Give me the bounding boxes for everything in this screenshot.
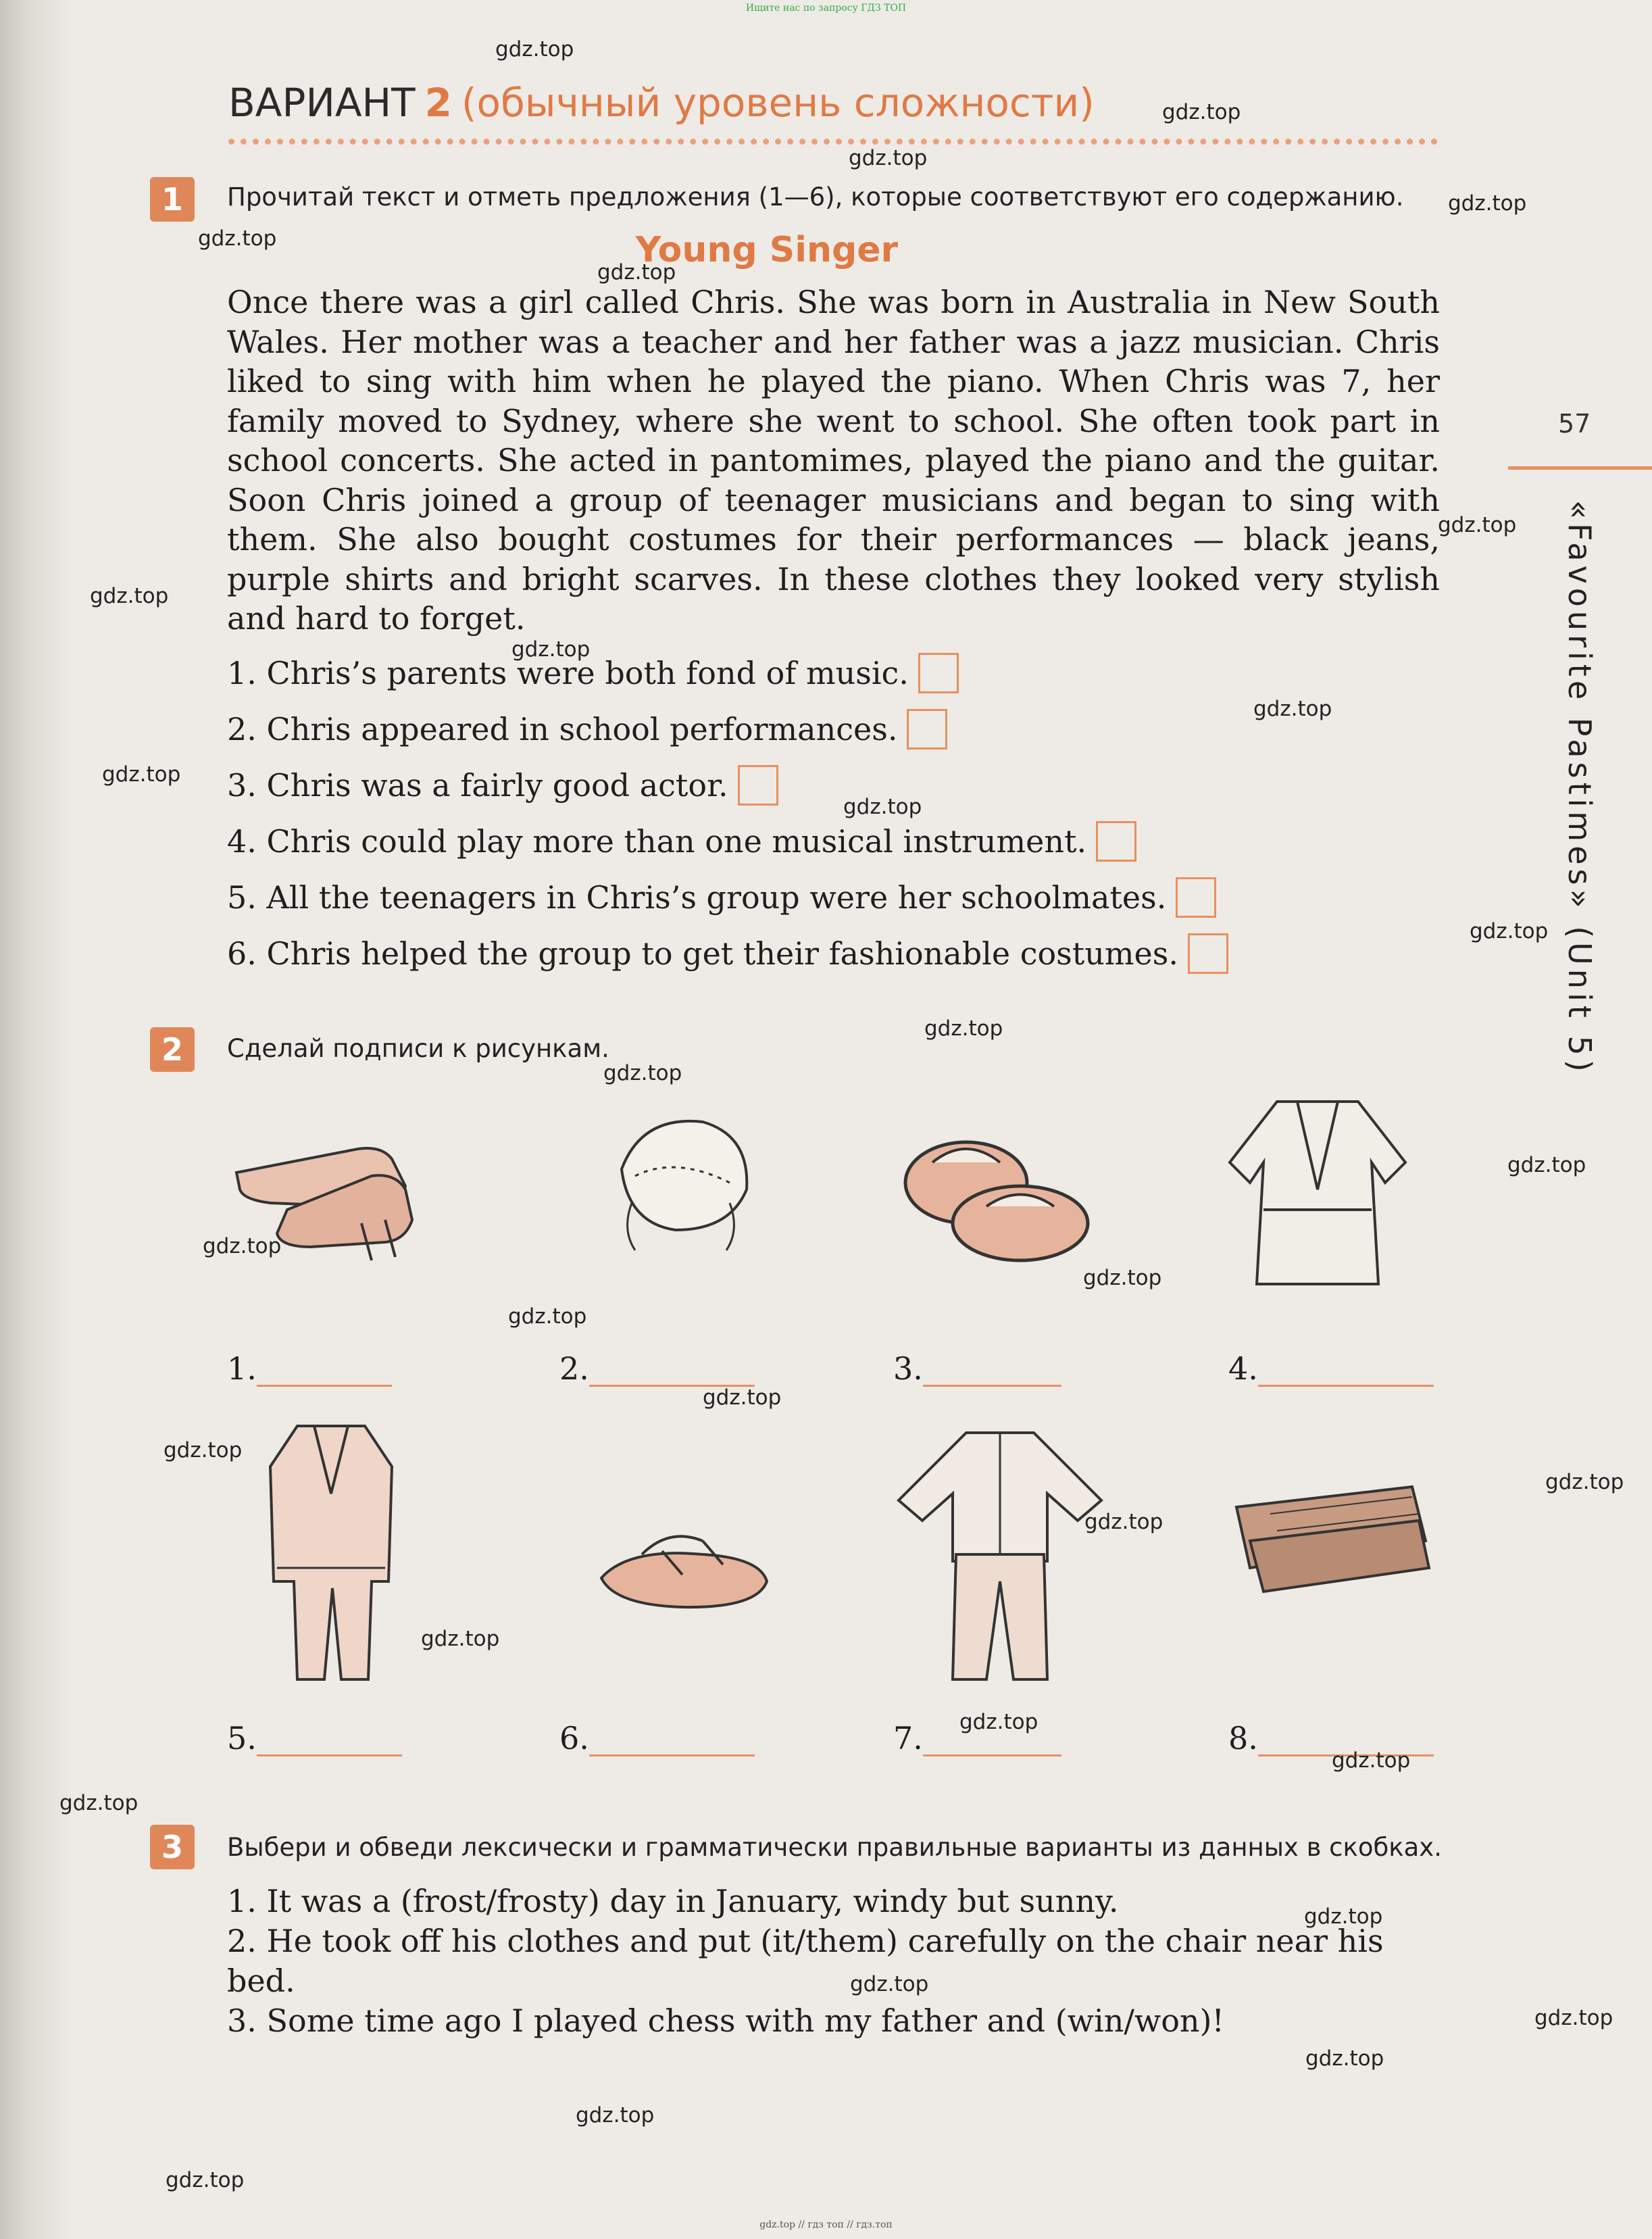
caption-7: 7. [893, 1720, 1061, 1756]
watermark: gdz.top [1304, 1904, 1383, 1929]
scarf-icon [1223, 1467, 1439, 1595]
statement-5: 5. All the teenagers in Chris’s group were her schoolmates. [227, 877, 1216, 918]
story-text: Once there was a girl called Chris. She was born in Australia in New South Wales. Her mother was a teacher and her father was a jazz musician. Chris liked to sing with him when he played the piano. When Chris was 7, her family moved to Sydney, where she went to school. She often took part in school concerts. She acted in pantomimes, played the piano and the guitar. Soon Chris joined a group of teenager musicians and began to sing with them. She also bought costumes for their performances — black jeans, purple shirts and bright scarves. In these clothes they looked very stylish and hard to forget. [227, 284, 1440, 637]
statement-4: 4. Chris could play more than one musical instrument. [227, 821, 1136, 862]
watermark: gdz.top [90, 584, 169, 608]
statement-1: 1. Chris’s parents were both fond of music. [227, 653, 959, 693]
dotted-divider [228, 139, 1438, 145]
caption-8: 8. [1228, 1720, 1434, 1756]
task2-badge: 2 [150, 1027, 195, 1072]
watermark: gdz.top [843, 795, 922, 819]
task2-title: Сделай подписи к рисункам. [227, 1034, 609, 1063]
caption-line-4[interactable] [1258, 1384, 1434, 1387]
suit-icon [257, 1412, 405, 1683]
watermark: gdz.top [1448, 191, 1527, 216]
watermark: gdz.top [102, 762, 181, 787]
watermark: gdz.top [576, 2103, 655, 2127]
task3-item-2-cont: bed. [227, 1963, 295, 1999]
watermark: gdz.top [1534, 2006, 1613, 2030]
running-title: «Favourite Pastimes» (Unit 5) [1561, 500, 1598, 1076]
variant-heading [228, 80, 1095, 126]
story-title: Young Singer [635, 230, 899, 270]
caption-line-6[interactable] [589, 1754, 755, 1756]
task3-badge: 3 [150, 1825, 195, 1869]
task3-item-1: 1. It was a (frost/frosty) day in January, windy but sunny. [227, 1883, 1119, 1919]
watermark: gdz.top [1332, 1748, 1411, 1773]
answer-checkbox-1[interactable] [918, 653, 959, 693]
dressing-gown-icon [1216, 1081, 1419, 1291]
watermark: gdz.top [1084, 1510, 1163, 1534]
answer-checkbox-4[interactable] [1096, 821, 1136, 862]
variant-number: 2 [424, 80, 452, 126]
caption-line-5[interactable] [257, 1754, 402, 1756]
watermark: gdz.top [1438, 513, 1517, 537]
watermark: gdz.top [511, 637, 591, 662]
watermark: gdz.top [849, 146, 928, 170]
statement-2: 2. Chris appeared in school performances. [227, 709, 947, 749]
watermark: gdz.top [166, 2168, 245, 2192]
book-spine-shadow [0, 0, 74, 2239]
watermark: gdz.top [1470, 919, 1549, 943]
slippers-icon [892, 1088, 1101, 1271]
statement-6: 6. Chris helped the group to get their fashionable costumes. [227, 933, 1228, 974]
caption-5: 5. [227, 1720, 402, 1756]
variant-level: (обычный уровень сложности) [461, 80, 1095, 126]
watermark: gdz.top [1162, 100, 1241, 124]
bottom-banner: gdz.top // гдз топ // гдз.топ [759, 2219, 893, 2230]
watermark: gdz.top [703, 1385, 782, 1410]
watermark: gdz.top [1253, 697, 1332, 721]
watermark: gdz.top [495, 37, 574, 61]
caption-1: 1. [227, 1350, 392, 1387]
fur-hat-icon [595, 1095, 764, 1264]
watermark: gdz.top [59, 1791, 139, 1815]
watermark: gdz.top [959, 1710, 1038, 1734]
watermark: gdz.top [603, 1061, 682, 1085]
caption-4: 4. [1228, 1350, 1434, 1387]
variant-word: ВАРИАНТ [228, 80, 416, 126]
caption-3: 3. [893, 1350, 1061, 1387]
watermark: gdz.top [164, 1438, 243, 1462]
top-banner: Ищите нас по запросу ГДЗ ТОП [745, 3, 907, 14]
caption-line-3[interactable] [923, 1384, 1061, 1387]
task1-title: Прочитай текст и отметь предложения (1—6), которые соответствуют его содержанию. [227, 182, 1404, 212]
watermark: gdz.top [850, 1972, 929, 1996]
task3-item-2: 2. He took off his clothes and put (it/them) carefully on the chair near his [227, 1923, 1384, 1959]
caption-line-1[interactable] [257, 1384, 392, 1387]
statement-3: 3. Chris was a fairly good actor. [227, 765, 778, 806]
watermark: gdz.top [597, 260, 676, 285]
page-number-rule [1508, 466, 1652, 470]
pyjamas-icon [892, 1419, 1108, 1683]
answer-checkbox-3[interactable] [738, 765, 778, 806]
watermark: gdz.top [421, 1627, 500, 1651]
watermark: gdz.top [508, 1304, 587, 1329]
page-number: 57 [1558, 409, 1591, 439]
task3-title: Выбери и обведи лексически и грамматически правильные варианты из данных в скобках. [227, 1833, 1442, 1862]
watermark: gdz.top [1507, 1153, 1586, 1177]
answer-checkbox-2[interactable] [907, 709, 947, 749]
watermark: gdz.top [1545, 1470, 1624, 1494]
caption-line-7[interactable] [923, 1754, 1061, 1756]
watermark: gdz.top [924, 1016, 1003, 1041]
answer-checkbox-5[interactable] [1176, 877, 1216, 918]
task3-item-3: 3. Some time ago I played chess with my father and (win/won)! [227, 2002, 1224, 2039]
watermark: gdz.top [203, 1234, 282, 1258]
answer-checkbox-6[interactable] [1188, 933, 1228, 974]
caption-2: 2. [559, 1350, 755, 1387]
caption-6: 6. [559, 1720, 755, 1756]
watermark: gdz.top [1305, 2046, 1384, 2071]
task1-badge: 1 [150, 177, 195, 222]
sandals-icon [588, 1514, 777, 1615]
watermark: gdz.top [198, 226, 277, 251]
watermark: gdz.top [1083, 1266, 1162, 1290]
